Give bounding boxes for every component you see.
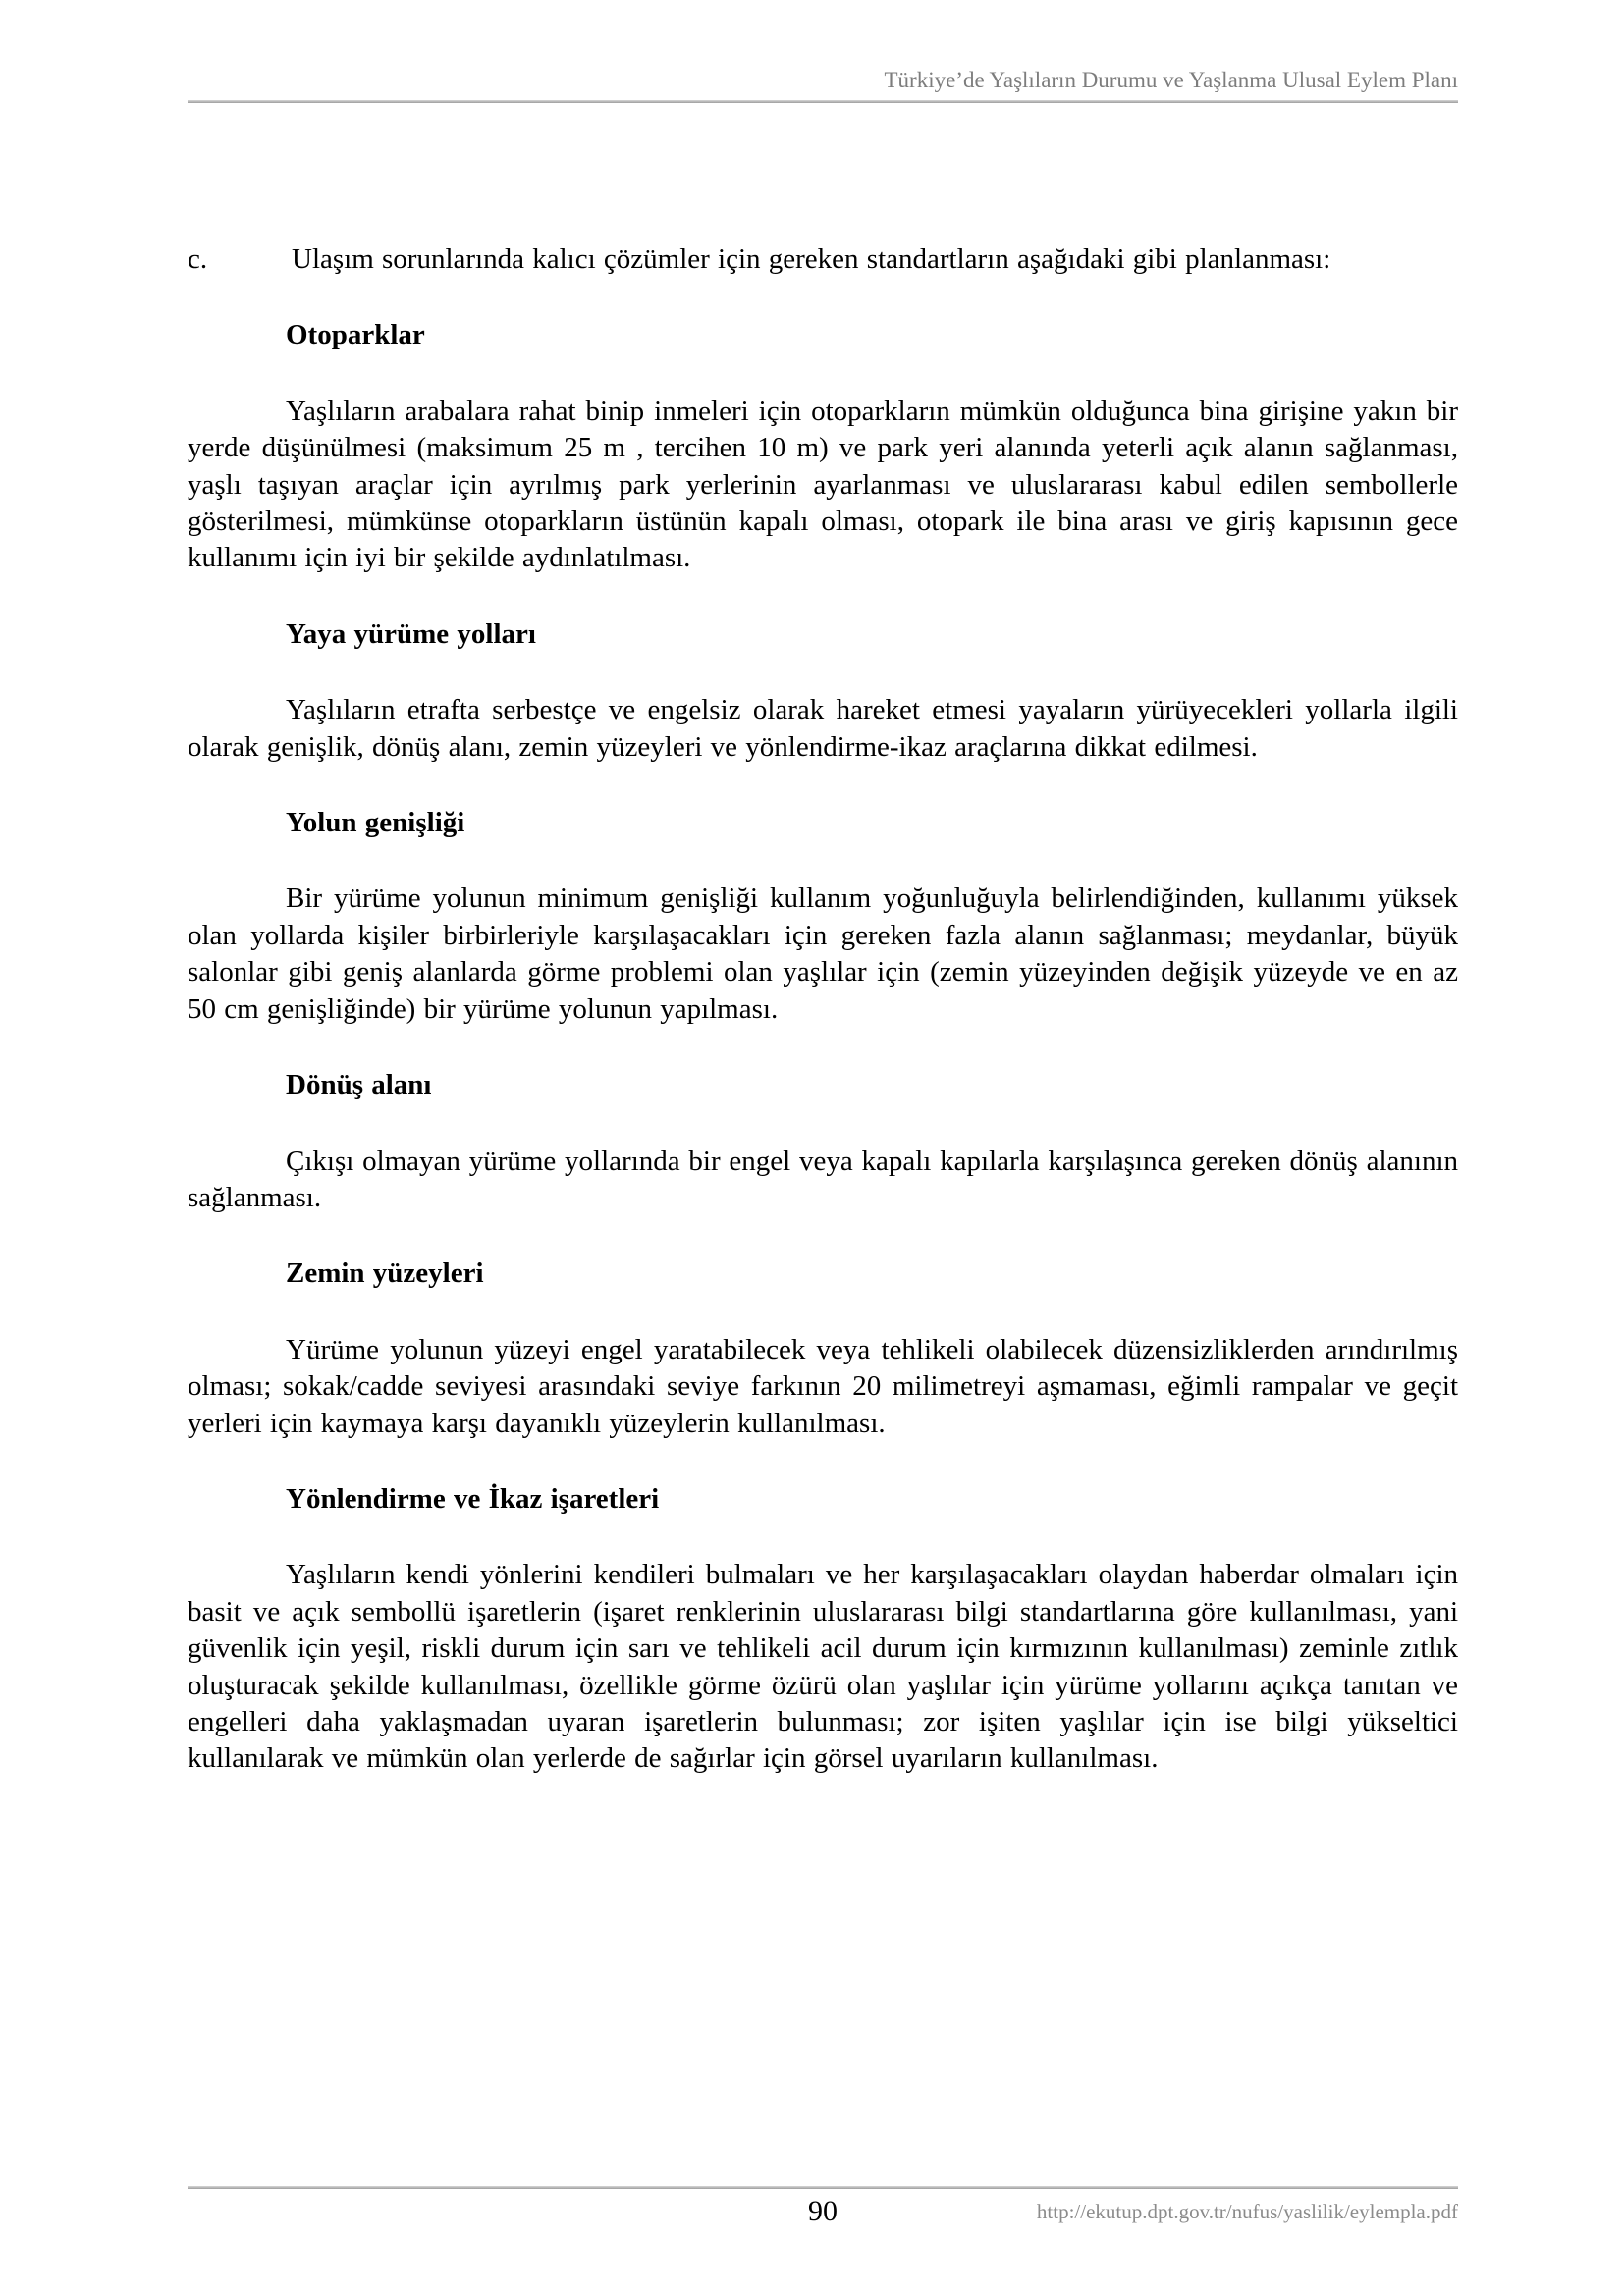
section-paragraph-yaya-yurume-yollari: Yaşlıların etrafta serbestçe ve engelsiz olarak hareket etmesi yayaların yürüyecekleri yollarla ilgili olarak genişlik, dönüş alanı, zemin yüzeyleri ve yönlendirme-ikaz araçlarına dikkat edilmesi. — [188, 694, 1458, 763]
section-paragraph-yolun-genisligi: Bir yürüme yolunun minimum genişliği kullanım yoğunluğuyla belirlendiğinden, kullanımı yüksek olan yollarda kişiler birbirleriyle karşılaşacakları için gereken fazla alanın sağlanması; meydanlar, büyük salonlar gibi geniş alanlarda görme problemi olan yaşlılar için (zemin yüzeyinden değişik yüzeyde ve en az 50 cm genişliğinde) bir yürüme yolunun yapılması. — [188, 882, 1458, 1025]
page-number: 90 — [808, 2195, 838, 2227]
intro-paragraph — [188, 241, 1458, 278]
section-heading-yolun-genisligi: Yolun genişliği — [286, 807, 465, 839]
section-paragraph-donus-alani: Çıkışı olmayan yürüme yollarında bir engel veya kapalı kapılarla karşılaşınca gereken dönüş alanının sağlanması. — [188, 1145, 1458, 1213]
section-heading-yonlendirme-ve-ikaz-isaretleri: Yönlendirme ve İkaz işaretleri — [286, 1482, 660, 1515]
section-heading-donus-alani: Dönüş alanı — [286, 1069, 432, 1101]
list-item-marker: c. — [188, 243, 208, 275]
section-heading-otoparklar: Otoparklar — [286, 319, 425, 351]
section-heading-zemin-yuzeyleri: Zemin yüzeyleri — [286, 1257, 484, 1290]
section-paragraph-zemin-yuzeyleri: Yürüme yolunun yüzeyi engel yaratabilecek veya tehlikeli olabilecek düzensizliklerden arındırılmış olması; sokak/cadde seviyesi arasındaki seviye farkının 20 milimetreyi aşmaması, eğimli rampalar ve geçit yerleri için kaymaya karşı dayanıklı yüzeylerin kullanılması. — [188, 1333, 1458, 1439]
page-footer — [188, 2195, 1458, 2238]
footer-url: http://ekutup.dpt.gov.tr/nufus/yaslilik/eylempla.pdf — [1036, 2200, 1458, 2223]
section-paragraph-otoparklar: Yaşlıların arabalara rahat binip inmeleri için otoparkların mümkün olduğunca bina girişine yakın bir yerde düşünülmesi (maksimum 25 m , tercihen 10 m) ve park yeri alanında yeterli açık alanın sağlanması, yaşlı taşıyan araçlar için ayrılmış park yerlerinin ayarlanması ve uluslararası kabul edilen sembollerle gösterilmesi, mümkünse otoparkların üstünün kapalı olması, otopark ile bina arası ve giriş kapısının gece kullanımı için iyi bir şekilde aydınlatılması. — [188, 395, 1458, 574]
intro-paragraph-text: Ulaşım sorunlarında kalıcı çözümler için gereken standartların aşağıdaki gibi planlanması: — [292, 243, 1331, 275]
running-header-title: Türkiye’de Yaşlıların Durumu ve Yaşlanma Ulusal Eylem Planı — [884, 68, 1458, 92]
footer-rule — [188, 2186, 1458, 2189]
header-rule — [188, 100, 1458, 103]
section-paragraph-yonlendirme-ve-ikaz-isaretleri: Yaşlıların kendi yönlerini kendileri bulmaları ve her karşılaşacakları olaydan haberdar olmaları için basit ve açık sembollü işaretlerin (işaret renklerinin uluslararası bilgi standartlarına göre kullanılması, yani güvenlik için yeşil, riskli durum için sarı ve tehlikeli acil durum için kırmızının kullanılması) zeminle zıtlık oluşturacak şekilde kullanılması, özellikle görme özürü olan yaşlılar için yürüme yollarını açıkça tanıtan ve engelleri daha yaklaşmadan uyaran işaretlerin bulunması; zor işiten yaşlılar için ise bilgi yükseltici kullanılarak ve mümkün olan yerlerde de sağırlar için görsel uyarıların kullanılması. — [188, 1559, 1458, 1775]
document-body — [188, 241, 1458, 1778]
page-header — [188, 0, 1458, 99]
section-heading-yaya-yurume-yollari: Yaya yürüme yolları — [286, 617, 536, 650]
